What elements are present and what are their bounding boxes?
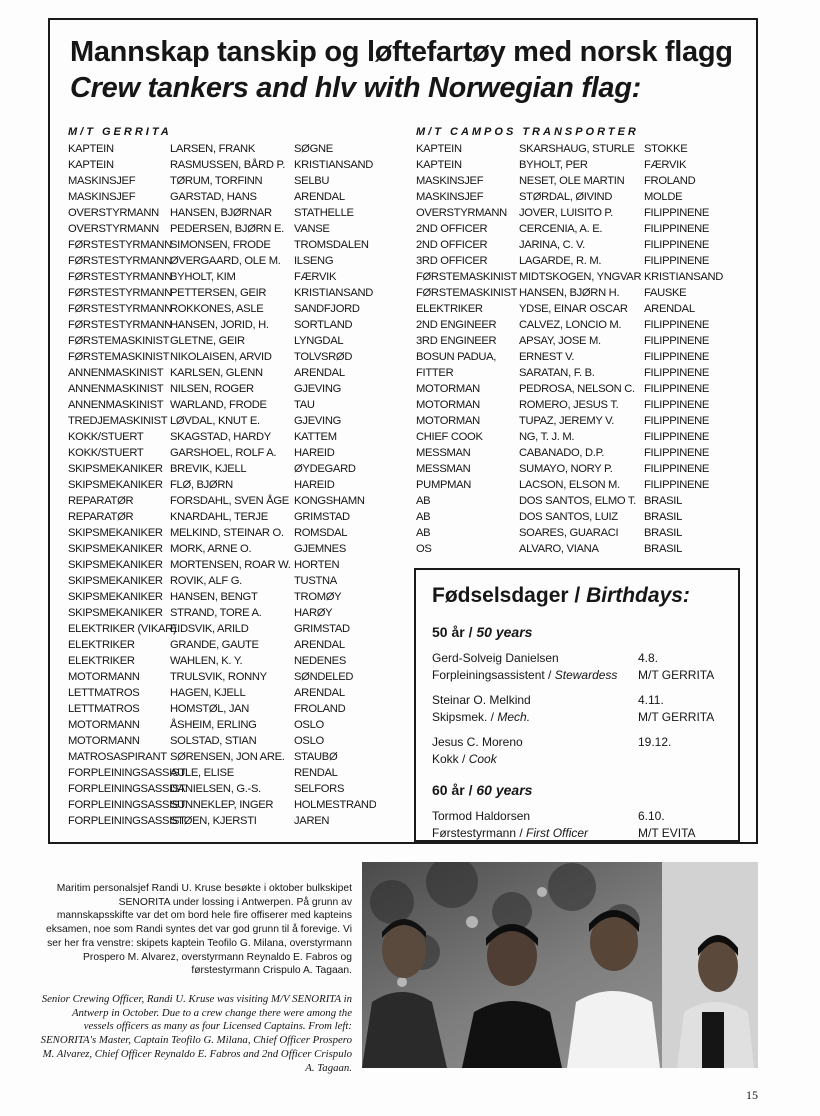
crew-rank: MOTORMANN [68,671,140,683]
crew-hometown: SØNDELED [294,671,354,683]
crew-name: SØRENSEN, JON ARE. [170,751,285,763]
crew-rank: FØRSTEMASKINIST [416,287,518,299]
photo-caption-norwegian: Maritim personalsjef Randi U. Kruse besøkte i oktober bulkskipet SENORITA under lossing i Antwerpen. På grunn av mannskapsskifte var det om bord hele fire offiserer med kapteins eksamen, noe som Randi syntes det var god grunn til å forevige. Vi ser her fra venstre: skipets kaptein Teofilo G. Milana, overstyrmann Prospero M. Alvarez, overstyrmann Reynaldo E. Fabros og førstestyrmann Crispulo A. Tagaan. [45,883,352,977]
crew-hometown: FILIPPINENE [644,447,710,459]
crew-hometown: FROLAND [294,703,346,715]
crew-name: EIDSVIK, ARILD [170,623,249,635]
crew-name: MORTENSEN, ROAR W. [170,559,291,571]
crew-rank: MOTORMANN [68,719,140,731]
crew-name: MELKIND, STEINAR O. [170,527,284,539]
crew-hometown: HAREID [294,479,335,491]
crew-hometown: HOLMESTRAND [294,799,377,811]
crew-rank: 2ND OFFICER [416,239,488,251]
crew-hometown: OSLO [294,735,324,747]
crew-rank: SKIPSMEKANIKER [68,543,163,555]
crew-rank: FØRSTEMASKINIST [68,335,170,347]
crew-rank: FØRSTESTYRMANN [68,319,172,331]
group-label-50 [432,624,532,640]
crew-hometown: BRASIL [644,511,682,523]
ship-name-campos: M/T CAMPOS TRANSPORTER [416,126,639,138]
photo-caption-english: Senior Crewing Officer, Randi U. Kruse was visiting M/V SENORITA in Antwerp in October. Due to a crew change there were among the vessels officers as many as four Licensed Captains. From left: SENORITA's Master, Captain Teofilo G. Milana, Chief Officer Prospero M. Alvarez, Chief Officer Reynaldo E. Fabros and 2nd Officer Crispulo A. Tagaan. [40,993,352,1074]
crew-hometown: FILIPPINENE [644,319,710,331]
crew-hometown: KRISTIANSAND [294,159,374,171]
birthdays-title-no: Fødselsdager / [432,584,581,607]
crew-hometown: HAREID [294,447,335,459]
crew-name: SARATAN, F. B. [519,367,595,379]
group-label-en: 50 years [476,624,533,640]
crew-hometown: GJEMNES [294,543,346,555]
crew-rank: 3RD OFFICER [416,255,488,267]
crew-rank: MASKINSJEF [68,191,136,203]
crew-name: GARSHOEL, ROLF A. [170,447,277,459]
crew-name: CALVEZ, LONCIO M. [519,319,622,331]
crew-rank: ANNENMASKINIST [68,383,164,395]
crew-name: NILSEN, ROGER [170,383,254,395]
crew-name: CERCENIA, A. E. [519,223,603,235]
crew-hometown: MOLDE [644,191,683,203]
birthday-entry [432,734,732,768]
birthdays-title-en: Birthdays: [586,584,690,607]
crew-rank: PUMPMAN [416,479,472,491]
crew-rank: KAPTEIN [416,159,462,171]
crew-rank: SKIPSMEKANIKER [68,479,163,491]
crew-photo-image [362,862,758,1068]
crew-name: AULE, ELISE [170,767,234,779]
crew-hometown: BRASIL [644,543,682,555]
crew-rank: MASKINSJEF [68,175,136,187]
crew-name: DANIELSEN, G.-S. [170,783,261,795]
crew-hometown: FÆRVIK [644,159,687,171]
crew-rank: FØRSTESTYRMANN [68,239,172,251]
crew-hometown: NEDENES [294,655,346,667]
crew-name: KARLSEN, GLENN [170,367,263,379]
crew-hometown: FILIPPINENE [644,223,710,235]
crew-rank: TREDJEMASKINIST [68,415,168,427]
crew-rank: ELEKTRIKER [68,639,135,651]
crew-name: SKAGSTAD, HARDY [170,431,271,443]
crew-rank: FITTER [416,367,454,379]
crew-hometown: SØGNE [294,143,333,155]
crew-hometown: ROMSDAL [294,527,348,539]
crew-name: ROMERO, JESUS T. [519,399,619,411]
crew-rank: REPARATØR [68,495,134,507]
birthday-entry [432,650,732,684]
crew-rank: SKIPSMEKANIKER [68,575,163,587]
person-ship: M/T GERRITA [638,668,715,682]
crew-name: SOARES, GUARACI [519,527,619,539]
crew-name: KNARDAHL, TERJE [170,511,268,523]
birthday-entry [432,692,732,726]
crew-name: MORK, ARNE O. [170,543,252,555]
crew-name: ALVARO, VIANA [519,543,599,555]
crew-rank: AB [416,511,431,523]
crew-name: HOMSTØL, JAN [170,703,250,715]
crew-rank: FORPLEININGSASSIST. [68,767,188,779]
crew-hometown: FÆRVIK [294,271,337,283]
crew-hometown: SORTLAND [294,319,353,331]
group-label-no: 60 år / [432,782,473,798]
crew-rank: 2ND OFFICER [416,223,488,235]
crew-name: PEDROSA, NELSON C. [519,383,635,395]
crew-hometown: ILSENG [294,255,334,267]
crew-hometown: GJEVING [294,383,342,395]
crew-hometown: FROLAND [644,175,696,187]
crew-rank: MOTORMAN [416,415,480,427]
crew-name: LACSON, ELSON M. [519,479,620,491]
crew-name: APSAY, JOSE M. [519,335,601,347]
crew-name: WAHLEN, K. Y. [170,655,243,667]
crew-name: LØVDAL, KNUT E. [170,415,260,427]
crew-hometown: VANSE [294,223,330,235]
crew-rank: REPARATØR [68,511,134,523]
group-label-60 [432,782,532,798]
crew-rank: OVERSTYRMANN [416,207,507,219]
crew-hometown: FILIPPINENE [644,383,710,395]
crew-name: DOS SANTOS, ELMO T. [519,495,636,507]
person-ship: M/T GERRITA [638,710,715,724]
person-role: Førstestyrmann / First Officer [432,826,589,840]
crew-rank: CHIEF COOK [416,431,483,443]
crew-rank: ELEKTRIKER [416,303,483,315]
page-number: 15 [746,1088,758,1102]
crew-name: WARLAND, FRODE [170,399,267,411]
crew-hometown: JAREN [294,815,330,827]
crew-hometown: FILIPPINENE [644,367,710,379]
crew-name: FLØ, BJØRN [170,479,233,491]
crew-rank: FØRSTESTYRMANN [68,271,172,283]
crew-rank: MOTORMAN [416,383,480,395]
person-name: Steinar O. Melkind [432,693,531,707]
crew-photo [362,862,758,1068]
person-name: Tormod Haldorsen [432,809,531,823]
crew-rank: SKIPSMEKANIKER [68,607,163,619]
crew-rank: MATROSASPIRANT [68,751,167,763]
crew-hometown: ARENDAL [294,191,345,203]
crew-hometown: GRIMSTAD [294,623,350,635]
crew-name: BYHOLT, PER [519,159,588,171]
crew-name: GARSTAD, HANS [170,191,257,203]
crew-name: GRANDE, GAUTE [170,639,259,651]
crew-name: STRAND, TORE A. [170,607,262,619]
crew-rank: MESSMAN [416,463,471,475]
crew-rank: ANNENMASKINIST [68,399,164,411]
person-role: Forpleiningsassistent / Stewardess [432,668,618,682]
person-role: Skipsmek. / Mech. [432,710,531,724]
crew-rank: ANNENMASKINIST [68,367,164,379]
person-name: Jesus C. Moreno [432,735,523,749]
crew-hometown: FILIPPINENE [644,431,710,443]
crew-hometown: STAUBØ [294,751,338,763]
crew-name: SOLSTAD, STIAN [170,735,257,747]
crew-name: SUNNEKLEP, INGER [170,799,274,811]
crew-name: CABANADO, D.P. [519,447,605,459]
person-name: Gerd-Solveig Danielsen [432,651,559,665]
crew-name: NESET, OLE MARTIN [519,175,625,187]
crew-name: HANSEN, BJØRNAR [170,207,272,219]
crew-hometown: ARENDAL [644,303,695,315]
crew-name: SIMONSEN, FRODE [170,239,271,251]
birthdays-box [414,568,740,842]
crew-name: NIKOLAISEN, ARVID [170,351,272,363]
crew-hometown: BRASIL [644,495,682,507]
group-label-en: 60 years [476,782,533,798]
crew-rank: OVERSTYRMANN [68,207,159,219]
crew-hometown: GJEVING [294,415,342,427]
crew-rank: AB [416,495,431,507]
birthdays-heading [432,584,690,608]
crew-name: ROKKONES, ASLE [170,303,264,315]
crew-rank: MOTORMAN [416,399,480,411]
crew-name: GLETNE, GEIR [170,335,245,347]
page-subtitle: Crew tankers and hlv with Norwegian flag: [70,72,642,104]
crew-rank: AB [416,527,431,539]
crew-hometown: TAU [294,399,315,411]
crew-name: FORSDAHL, SVEN ÅGE [170,495,289,507]
crew-hometown: HORTEN [294,559,340,571]
crew-name: TRULSVIK, RONNY [170,671,267,683]
crew-hometown: ARENDAL [294,639,345,651]
crew-hometown: FILIPPINENE [644,463,710,475]
crew-rank: BOSUN PADUA, [416,351,497,363]
crew-name: STØRDAL, ØIVIND [519,191,613,203]
crew-name: HANSEN, JORID, H. [170,319,269,331]
crew-name: NG, T. J. M. [519,431,575,443]
crew-hometown: ØYDEGARD [294,463,356,475]
crew-rank: MOTORMANN [68,735,140,747]
crew-rank: SKIPSMEKANIKER [68,463,163,475]
crew-hometown: ARENDAL [294,687,345,699]
crew-rank: FORPLEININGSASSIST. [68,815,188,827]
crew-rank: 2ND ENGINEER [416,319,497,331]
person-role: Kokk / Cook [432,752,497,766]
crew-rank: KAPTEIN [68,159,114,171]
crew-hometown: KRISTIANSAND [294,287,374,299]
crew-name: ØVERGAARD, OLE M. [170,255,281,267]
crew-hometown: FILIPPINENE [644,207,710,219]
crew-name: MIDTSKOGEN, YNGVAR [519,271,642,283]
crew-name: HAGEN, KJELL [170,687,246,699]
crew-hometown: SANDFJORD [294,303,360,315]
crew-hometown: TROMØY [294,591,342,603]
crew-hometown: TUSTNA [294,575,337,587]
crew-rank: LETTMATROS [68,687,140,699]
crew-name: JARINA, C. V. [519,239,585,251]
birth-date: 4.11. [638,693,664,707]
crew-hometown: ARENDAL [294,367,345,379]
ship-name-gerrita: M/T GERRITA [68,126,172,138]
birth-date: 6.10. [638,809,665,823]
crew-rank: OVERSTYRMANN [68,223,159,235]
crew-rank: 3RD ENGINEER [416,335,497,347]
birth-date: 19.12. [638,735,672,749]
crew-rank: FORPLEININGSASSIST. [68,799,188,811]
crew-rank: KOKK/STUERT [68,431,144,443]
crew-hometown: STATHELLE [294,207,354,219]
crew-name: LAGARDE, R. M. [519,255,602,267]
crew-hometown: STOKKE [644,143,688,155]
crew-name: RASMUSSEN, BÅRD P. [170,159,286,171]
crew-rank: OS [416,543,432,555]
crew-rank: MASKINSJEF [416,175,484,187]
crew-name: TUPAZ, JEREMY V. [519,415,615,427]
crew-name: BYHOLT, KIM [170,271,236,283]
crew-name: PEDERSEN, BJØRN E. [170,223,284,235]
crew-hometown: TOLVSRØD [294,351,353,363]
crew-rank: LETTMATROS [68,703,140,715]
crew-rank: SKIPSMEKANIKER [68,591,163,603]
crew-rank: MASKINSJEF [416,191,484,203]
crew-name: ERNEST V. [519,351,575,363]
crew-name: SUMAYO, NORY P. [519,463,613,475]
crew-hometown: FAUSKE [644,287,687,299]
gerrita-name-column [170,141,291,829]
gerrita-hometown-column [294,141,376,829]
crew-rank: FØRSTESTYRMANN [68,287,172,299]
person-ship: M/T EVITA [638,826,696,840]
crew-name: SKARSHAUG, STURLE [519,143,635,155]
crew-rank: ELEKTRIKER (VIKAR) [68,623,177,635]
crew-hometown: HARØY [294,607,333,619]
crew-hometown: KATTEM [294,431,337,443]
campos-name-column [519,141,641,557]
crew-hometown: FILIPPINENE [644,239,710,251]
crew-name: YDSE, EINAR OSCAR [519,303,628,315]
crew-hometown: OSLO [294,719,324,731]
crew-name: HANSEN, BENGT [170,591,258,603]
crew-name: PETTERSEN, GEIR [170,287,267,299]
crew-name: ROVIK, ALF G. [170,575,242,587]
crew-hometown: FILIPPINENE [644,335,710,347]
crew-hometown: SELFORS [294,783,345,795]
crew-rank: FØRSTESTYRMANN [68,303,172,315]
crew-rank: SKIPSMEKANIKER [68,527,163,539]
campos-hometown-column [644,141,723,557]
crew-name: TØRUM, TORFINN [170,175,263,187]
birthday-entry [432,808,732,842]
crew-rank: FØRSTEMASKINIST [416,271,518,283]
crew-rank: FØRSTEMASKINIST [68,351,170,363]
group-label-no: 50 år / [432,624,473,640]
crew-hometown: KRISTIANSAND [644,271,724,283]
crew-name: HANSEN, BJØRN H. [519,287,620,299]
crew-rank: KAPTEIN [68,143,114,155]
crew-hometown: FILIPPINENE [644,415,710,427]
crew-rank: KAPTEIN [416,143,462,155]
crew-name: JOVER, LUISITO P. [519,207,613,219]
crew-hometown: LYNGDAL [294,335,344,347]
crew-name: STØEN, KJERSTI [170,815,257,827]
crew-name: BREVIK, KJELL [170,463,247,475]
crew-hometown: FILIPPINENE [644,255,710,267]
crew-hometown: FILIPPINENE [644,399,710,411]
crew-hometown: SELBU [294,175,330,187]
campos-rank-column [416,141,517,557]
crew-rank: KOKK/STUERT [68,447,144,459]
crew-rank: FORPLEININGSASSIST. [68,783,188,795]
crew-name: DOS SANTOS, LUIZ [519,511,618,523]
birth-date: 4.8. [638,651,659,665]
crew-hometown: KONGSHAMN [294,495,365,507]
crew-rank: FØRSTESTYRMANN [68,255,172,267]
crew-name: ÅSHEIM, ERLING [170,719,257,731]
page-title: Mannskap tanskip og løftefartøy med norsk flagg [70,36,733,68]
crew-rank: MESSMAN [416,447,471,459]
crew-hometown: BRASIL [644,527,682,539]
crew-name: LARSEN, FRANK [170,143,255,155]
crew-rank: ELEKTRIKER [68,655,135,667]
crew-hometown: TROMSDALEN [294,239,369,251]
crew-hometown: FILIPPINENE [644,479,710,491]
crew-hometown: GRIMSTAD [294,511,350,523]
crew-hometown: RENDAL [294,767,338,779]
crew-hometown: FILIPPINENE [644,351,710,363]
crew-rank: SKIPSMEKANIKER [68,559,163,571]
